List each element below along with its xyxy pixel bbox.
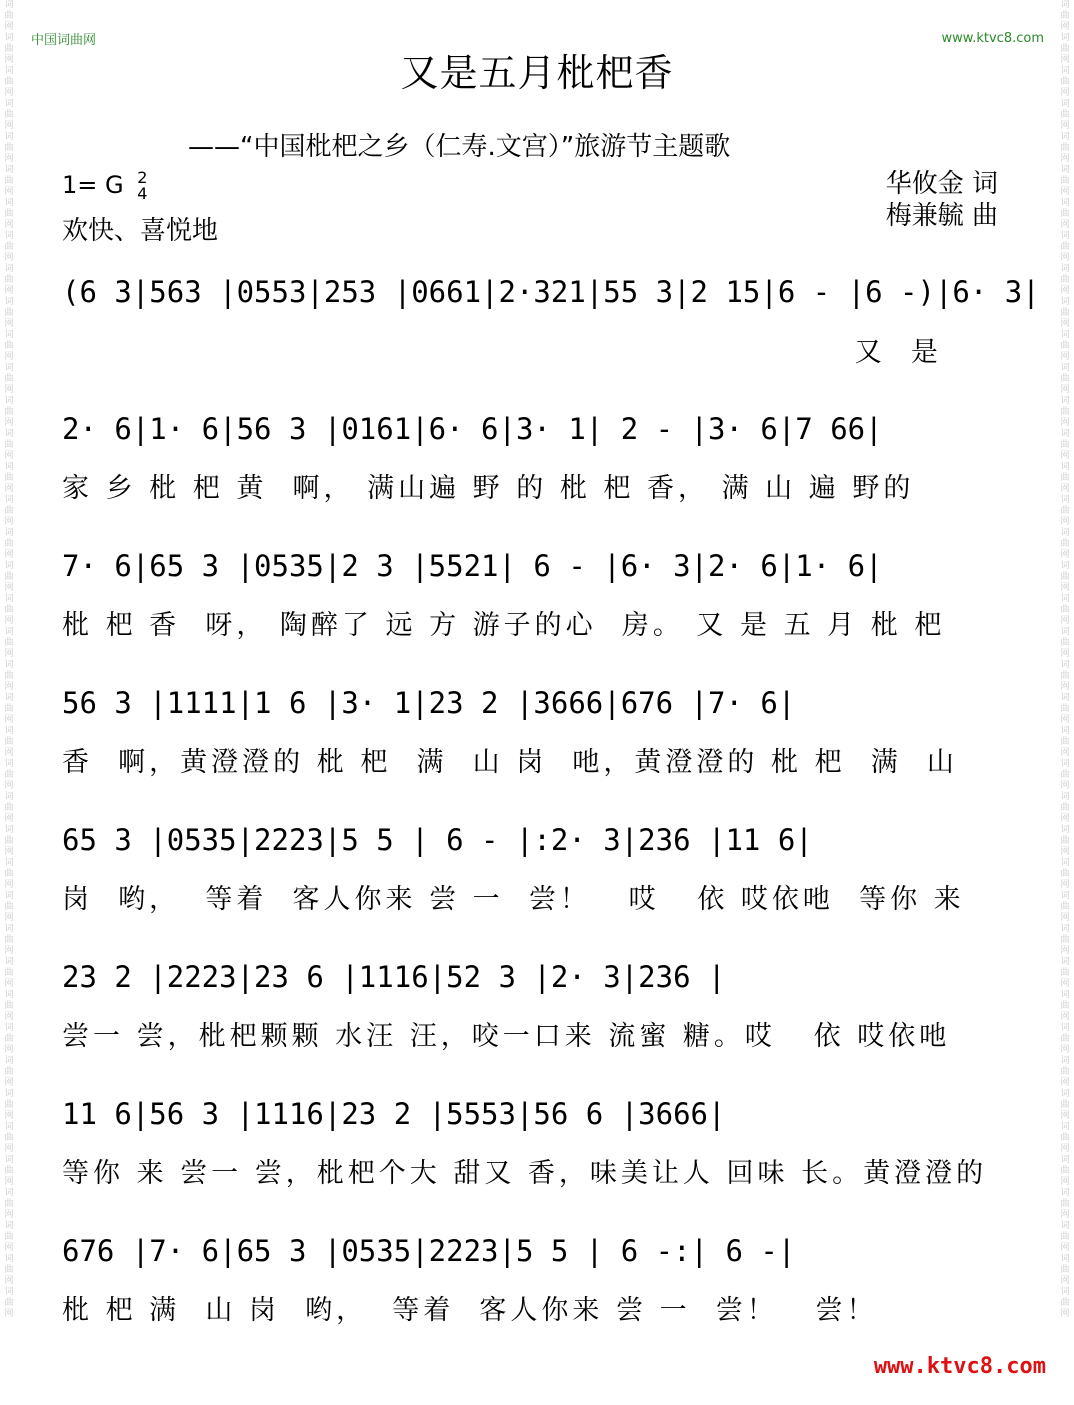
tempo-marking: 欢快、喜悦地 — [62, 216, 219, 246]
composer-credit: 梅兼毓 曲 — [885, 201, 998, 231]
lyrics-line-6: 尝一 尝，枇杷颗颗 水汪 汪，咬一口来 流蜜 糖。哎 依 哎依吔 — [62, 1021, 951, 1052]
site-url-watermark: www.ktvc8.com — [941, 31, 1044, 46]
site-name-watermark: 中国词曲网 — [31, 33, 97, 48]
lyrics-line-5: 岗 哟， 等着 客人你来 尝 一 尝！ 哎 依 哎依吔 等你 来 — [62, 884, 965, 915]
notation-line-2: 2· 6|1· 6|56 3 |0161|6· 6|3· 1| 2 - |3· 6|7 66| — [62, 412, 883, 446]
lyrics-line-3: 枇 杷 香 呀， 陶醉了 远 方 游子的心 房。 又 是 五 月 枇 杷 — [62, 610, 946, 641]
song-subtitle: ——“中国枇杷之乡（仁寿.文宫）”旅游节主题歌 — [188, 132, 731, 162]
notation-line-1: (6 3|563 |0553|253 |0661|2·321|55 3|2 15|6 - |6 -)|6· 3| — [62, 275, 1040, 309]
notation-line-5: 65 3 |0535|2223|5 5 | 6 - |:2· 3|236 |11 6| — [62, 823, 813, 857]
lyrics-line-2: 家 乡 枇 杷 黄 啊， 满山遍 野 的 枇 杷 香， 满 山 遍 野的 — [62, 473, 915, 504]
key-label: 1= G — [62, 171, 124, 199]
notation-line-8: 676 |7· 6|65 3 |0535|2223|5 5 | 6 -:| 6 -| — [62, 1234, 796, 1268]
song-title: 又是五月枇杷香 — [400, 51, 674, 95]
footer-url-watermark: www.ktvc8.com — [873, 1354, 1046, 1379]
key-signature — [62, 170, 147, 202]
notation-line-4: 56 3 |1111|1 6 |3· 1|23 2 |3666|676 |7· 6| — [62, 686, 796, 720]
edge-watermark-right: 词曲网词曲网词曲网词曲网词曲网词曲网词曲网词曲网词曲网词曲网词曲网词曲网词曲网词曲网词曲网词曲网词曲网词曲网词曲网词曲网词曲网词曲网词曲网词曲网词曲网词曲网词曲网词曲网词曲网词曲网词曲网词曲网词曲网词曲网词曲网词曲网词曲网词曲网词曲网词曲网 — [1060, 0, 1070, 1319]
lyricist-credit: 华攸金 词 — [885, 169, 998, 199]
lyrics-line-8: 枇 杷 满 山 岗 哟， 等着 客人你来 尝 一 尝！ 尝！ — [62, 1295, 878, 1326]
time-signature — [137, 170, 147, 202]
credits — [886, 168, 998, 232]
time-signature-bottom: 4 — [137, 184, 148, 203]
notation-line-3: 7· 6|65 3 |0535|2 3 |5521| 6 - |6· 3|2· 6|1· 6| — [62, 549, 883, 583]
lyrics-line-1: 又 是 — [62, 337, 942, 368]
lyrics-line-7: 等你 来 尝一 尝，枇杷个大 甜又 香，味美让人 回味 长。黄澄澄的 — [62, 1158, 988, 1189]
time-signature-top: 2 — [137, 168, 148, 187]
lyrics-line-4: 香 啊，黄澄澄的 枇 杷 满 山 岗 吔，黄澄澄的 枇 杷 满 山 — [62, 747, 958, 778]
notation-line-6: 23 2 |2223|23 6 |1116|52 3 |2· 3|236 | — [62, 960, 726, 994]
notation-line-7: 11 6|56 3 |1116|23 2 |5553|56 6 |3666| — [62, 1097, 726, 1131]
edge-watermark-left: 词曲网词曲网词曲网词曲网词曲网词曲网词曲网词曲网词曲网词曲网词曲网词曲网词曲网词曲网词曲网词曲网词曲网词曲网词曲网词曲网词曲网词曲网词曲网词曲网词曲网词曲网词曲网词曲网词曲网词曲网词曲网词曲网词曲网词曲网词曲网词曲网词曲网词曲网词曲网词曲网 — [4, 0, 14, 1319]
